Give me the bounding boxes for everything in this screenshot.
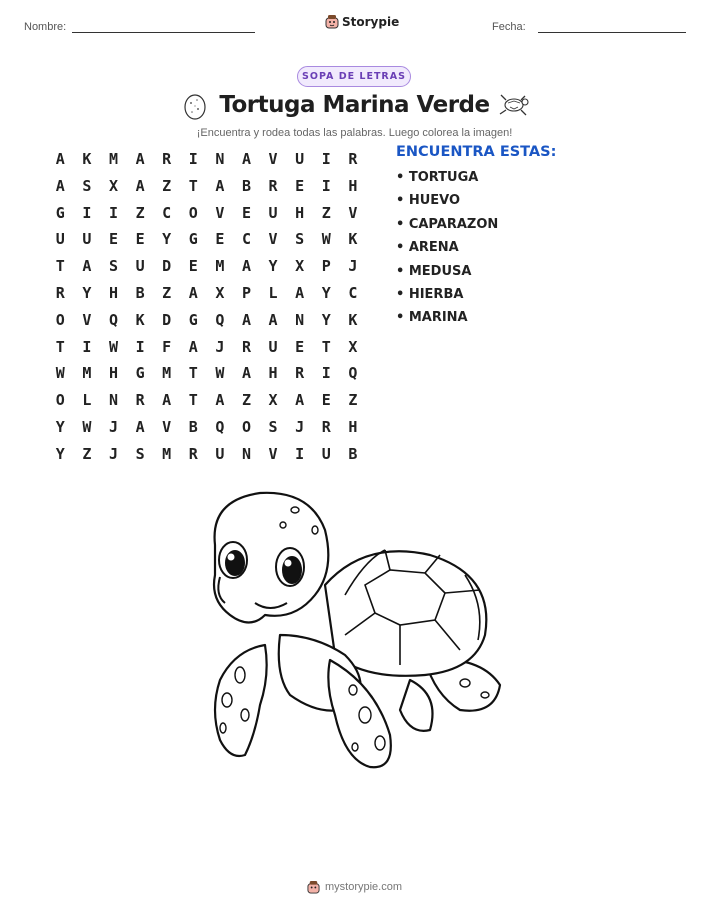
- grid-cell[interactable]: A: [241, 364, 251, 383]
- puzzle-type-badge: SOPA DE LETRAS: [297, 66, 411, 87]
- grid-cell[interactable]: R: [321, 417, 331, 436]
- instructions: ¡Encuentra y rodea todas las palabras. Luego colorea la imagen!: [196, 127, 513, 139]
- grid-cell[interactable]: M: [162, 444, 172, 463]
- grid-cell[interactable]: I: [321, 176, 331, 195]
- grid-row: [47, 334, 366, 361]
- grid-cell[interactable]: R: [268, 176, 278, 195]
- name-line[interactable]: [72, 32, 255, 33]
- grid-cell[interactable]: X: [295, 257, 305, 276]
- grid-cell[interactable]: W: [321, 230, 331, 249]
- grid-cell[interactable]: Z: [162, 176, 172, 195]
- grid-cell[interactable]: X: [348, 337, 358, 356]
- grid-cell[interactable]: Y: [55, 417, 65, 436]
- grid-cell[interactable]: O: [188, 203, 198, 222]
- grid-cell[interactable]: J: [348, 257, 358, 276]
- grid-cell[interactable]: J: [108, 417, 118, 436]
- grid-cell[interactable]: G: [135, 364, 145, 383]
- footer-url[interactable]: mystorypie.com: [324, 881, 403, 893]
- letter-grid: [47, 146, 366, 468]
- grid-cell[interactable]: H: [268, 364, 278, 383]
- grid-cell[interactable]: N: [108, 391, 118, 410]
- grid-cell[interactable]: A: [82, 257, 92, 276]
- grid-cell[interactable]: E: [135, 230, 145, 249]
- grid-cell[interactable]: E: [295, 337, 305, 356]
- grid-cell[interactable]: V: [268, 150, 278, 168]
- grid-cell[interactable]: G: [188, 310, 198, 329]
- grid-cell[interactable]: R: [55, 283, 65, 302]
- grid-cell[interactable]: Z: [135, 203, 145, 222]
- word-item: • MEDUSA: [396, 263, 472, 279]
- grid-cell[interactable]: L: [82, 391, 92, 410]
- grid-cell[interactable]: V: [82, 310, 92, 329]
- grid-row: [47, 307, 366, 334]
- grid-cell[interactable]: E: [108, 230, 118, 249]
- grid-cell[interactable]: Y: [162, 230, 172, 249]
- grid-cell[interactable]: M: [82, 364, 92, 383]
- grid-cell[interactable]: K: [82, 150, 92, 168]
- grid-cell[interactable]: W: [82, 417, 92, 436]
- word-list: [396, 170, 498, 334]
- grid-cell[interactable]: T: [188, 364, 198, 383]
- grid-cell[interactable]: Z: [241, 391, 251, 410]
- grid-cell[interactable]: A: [188, 337, 198, 356]
- grid-cell[interactable]: B: [135, 283, 145, 302]
- grid-cell[interactable]: R: [295, 364, 305, 383]
- grid-cell[interactable]: S: [295, 230, 305, 249]
- brand-name: Storypie: [342, 14, 400, 29]
- grid-cell[interactable]: V: [268, 444, 278, 463]
- grid-cell[interactable]: X: [108, 176, 118, 195]
- grid-row: [47, 226, 366, 253]
- grid-cell[interactable]: I: [108, 203, 118, 222]
- grid-cell[interactable]: R: [348, 150, 358, 168]
- grid-cell[interactable]: M: [108, 150, 118, 168]
- grid-cell[interactable]: I: [135, 337, 145, 356]
- grid-cell[interactable]: T: [55, 257, 65, 276]
- grid-cell[interactable]: N: [241, 444, 251, 463]
- grid-cell[interactable]: C: [162, 203, 172, 222]
- grid-cell[interactable]: A: [241, 150, 251, 168]
- grid-cell[interactable]: C: [241, 230, 251, 249]
- grid-row: [47, 146, 366, 173]
- grid-cell[interactable]: Y: [268, 257, 278, 276]
- grid-cell[interactable]: I: [321, 150, 331, 168]
- grid-cell[interactable]: X: [215, 283, 225, 302]
- grid-cell[interactable]: A: [162, 391, 172, 410]
- grid-cell[interactable]: T: [55, 337, 65, 356]
- grid-cell[interactable]: E: [241, 203, 251, 222]
- grid-cell[interactable]: A: [135, 150, 145, 168]
- page-title: Tortuga Marina Verde: [219, 92, 490, 118]
- grid-cell[interactable]: W: [55, 364, 65, 383]
- grid-cell[interactable]: W: [108, 337, 118, 356]
- grid-cell[interactable]: C: [348, 283, 358, 302]
- grid-cell[interactable]: A: [135, 417, 145, 436]
- grid-cell[interactable]: K: [348, 310, 358, 329]
- grid-cell[interactable]: G: [188, 230, 198, 249]
- grid-cell[interactable]: G: [55, 203, 65, 222]
- footer: [0, 880, 709, 894]
- grid-cell[interactable]: R: [135, 391, 145, 410]
- grid-cell[interactable]: U: [215, 444, 225, 463]
- grid-cell[interactable]: H: [348, 176, 358, 195]
- sea-turtle-illustration: [195, 485, 515, 775]
- grid-cell[interactable]: A: [135, 176, 145, 195]
- word-item: • MARINA: [396, 310, 468, 326]
- grid-cell[interactable]: J: [215, 337, 225, 356]
- grid-cell[interactable]: U: [321, 444, 331, 463]
- grid-cell[interactable]: M: [162, 364, 172, 383]
- word-item: • HUEVO: [396, 193, 461, 209]
- grid-row: [47, 253, 366, 280]
- grid-cell[interactable]: H: [295, 203, 305, 222]
- grid-cell[interactable]: H: [108, 364, 118, 383]
- grid-cell[interactable]: Y: [321, 283, 331, 302]
- grid-cell[interactable]: V: [348, 203, 358, 222]
- grid-cell[interactable]: I: [188, 150, 198, 168]
- grid-cell[interactable]: X: [268, 391, 278, 410]
- grid-cell[interactable]: N: [295, 310, 305, 329]
- grid-row: [47, 200, 366, 227]
- grid-cell[interactable]: J: [295, 417, 305, 436]
- grid-cell[interactable]: Z: [348, 391, 358, 410]
- grid-row: [47, 414, 366, 441]
- grid-cell[interactable]: Q: [215, 310, 225, 329]
- grid-cell[interactable]: F: [162, 337, 172, 356]
- grid-cell[interactable]: O: [241, 417, 251, 436]
- word-item: • ARENA: [396, 240, 459, 256]
- grid-cell[interactable]: V: [215, 203, 225, 222]
- grid-cell[interactable]: Z: [82, 444, 92, 463]
- grid-cell[interactable]: E: [321, 391, 331, 410]
- grid-cell[interactable]: R: [241, 337, 251, 356]
- grid-cell[interactable]: P: [321, 257, 331, 276]
- grid-cell[interactable]: K: [348, 230, 358, 249]
- grid-cell[interactable]: Q: [108, 310, 118, 329]
- grid-cell[interactable]: V: [268, 230, 278, 249]
- grid-cell[interactable]: U: [268, 203, 278, 222]
- grid-cell[interactable]: O: [55, 310, 65, 329]
- word-item: • CAPARAZON: [396, 216, 499, 232]
- grid-cell[interactable]: A: [241, 257, 251, 276]
- grid-cell[interactable]: A: [55, 150, 65, 168]
- grid-cell[interactable]: Q: [348, 364, 358, 383]
- grid-cell[interactable]: R: [188, 444, 198, 463]
- grid-cell[interactable]: Q: [215, 417, 225, 436]
- grid-cell[interactable]: Y: [55, 444, 65, 463]
- word-list-title: ENCUENTRA ESTAS:: [396, 144, 557, 160]
- grid-cell[interactable]: L: [268, 283, 278, 302]
- grid-cell[interactable]: A: [215, 176, 225, 195]
- grid-cell[interactable]: B: [241, 176, 251, 195]
- grid-cell[interactable]: I: [321, 364, 331, 383]
- date-line[interactable]: [538, 32, 686, 33]
- grid-cell[interactable]: Y: [82, 283, 92, 302]
- grid-cell[interactable]: Z: [162, 283, 172, 302]
- storypie-mascot-icon: [307, 880, 320, 894]
- grid-row: [47, 387, 366, 414]
- grid-cell[interactable]: T: [188, 391, 198, 410]
- grid-cell[interactable]: T: [321, 337, 331, 356]
- grid-cell[interactable]: A: [295, 283, 305, 302]
- grid-cell[interactable]: P: [241, 283, 251, 302]
- turtle-small-icon: [497, 92, 531, 118]
- grid-cell[interactable]: I: [82, 203, 92, 222]
- grid-cell[interactable]: N: [215, 150, 225, 168]
- grid-row: [47, 173, 366, 200]
- grid-row: [47, 441, 366, 468]
- grid-cell[interactable]: A: [268, 310, 278, 329]
- grid-cell[interactable]: V: [162, 417, 172, 436]
- grid-cell[interactable]: U: [55, 230, 65, 249]
- grid-cell[interactable]: S: [268, 417, 278, 436]
- grid-cell[interactable]: H: [348, 417, 358, 436]
- grid-cell[interactable]: I: [82, 337, 92, 356]
- grid-cell[interactable]: E: [188, 257, 198, 276]
- grid-cell[interactable]: R: [162, 150, 172, 168]
- grid-cell[interactable]: S: [82, 176, 92, 195]
- grid-cell[interactable]: S: [135, 444, 145, 463]
- grid-cell[interactable]: U: [295, 150, 305, 168]
- grid-cell[interactable]: M: [215, 257, 225, 276]
- grid-cell[interactable]: T: [188, 176, 198, 195]
- grid-cell[interactable]: Y: [321, 310, 331, 329]
- grid-cell[interactable]: B: [348, 444, 358, 463]
- brand-logo: [325, 14, 399, 29]
- grid-cell[interactable]: U: [82, 230, 92, 249]
- grid-cell[interactable]: S: [108, 257, 118, 276]
- word-item: • TORTUGA: [396, 170, 479, 185]
- grid-cell[interactable]: E: [215, 230, 225, 249]
- grid-cell[interactable]: H: [108, 283, 118, 302]
- word-item: • HIERBA: [396, 286, 464, 302]
- grid-cell[interactable]: U: [135, 257, 145, 276]
- grid-cell[interactable]: K: [135, 310, 145, 329]
- grid-cell[interactable]: A: [295, 391, 305, 410]
- grid-row: [47, 280, 366, 307]
- grid-cell[interactable]: A: [241, 310, 251, 329]
- grid-cell[interactable]: O: [55, 391, 65, 410]
- grid-cell[interactable]: E: [295, 176, 305, 195]
- grid-row: [47, 360, 366, 387]
- storypie-mascot-icon: [325, 14, 339, 29]
- grid-cell[interactable]: D: [162, 257, 172, 276]
- grid-cell[interactable]: A: [55, 176, 65, 195]
- name-label: Nombre:: [24, 21, 67, 33]
- grid-cell[interactable]: Z: [321, 203, 331, 222]
- grid-cell[interactable]: B: [188, 417, 198, 436]
- grid-cell[interactable]: A: [188, 283, 198, 302]
- grid-cell[interactable]: U: [268, 337, 278, 356]
- date-label: Fecha:: [492, 21, 526, 33]
- grid-cell[interactable]: D: [162, 310, 172, 329]
- grid-cell[interactable]: I: [295, 444, 305, 463]
- grid-cell[interactable]: A: [215, 391, 225, 410]
- grid-cell[interactable]: W: [215, 364, 225, 383]
- grid-cell[interactable]: J: [108, 444, 118, 463]
